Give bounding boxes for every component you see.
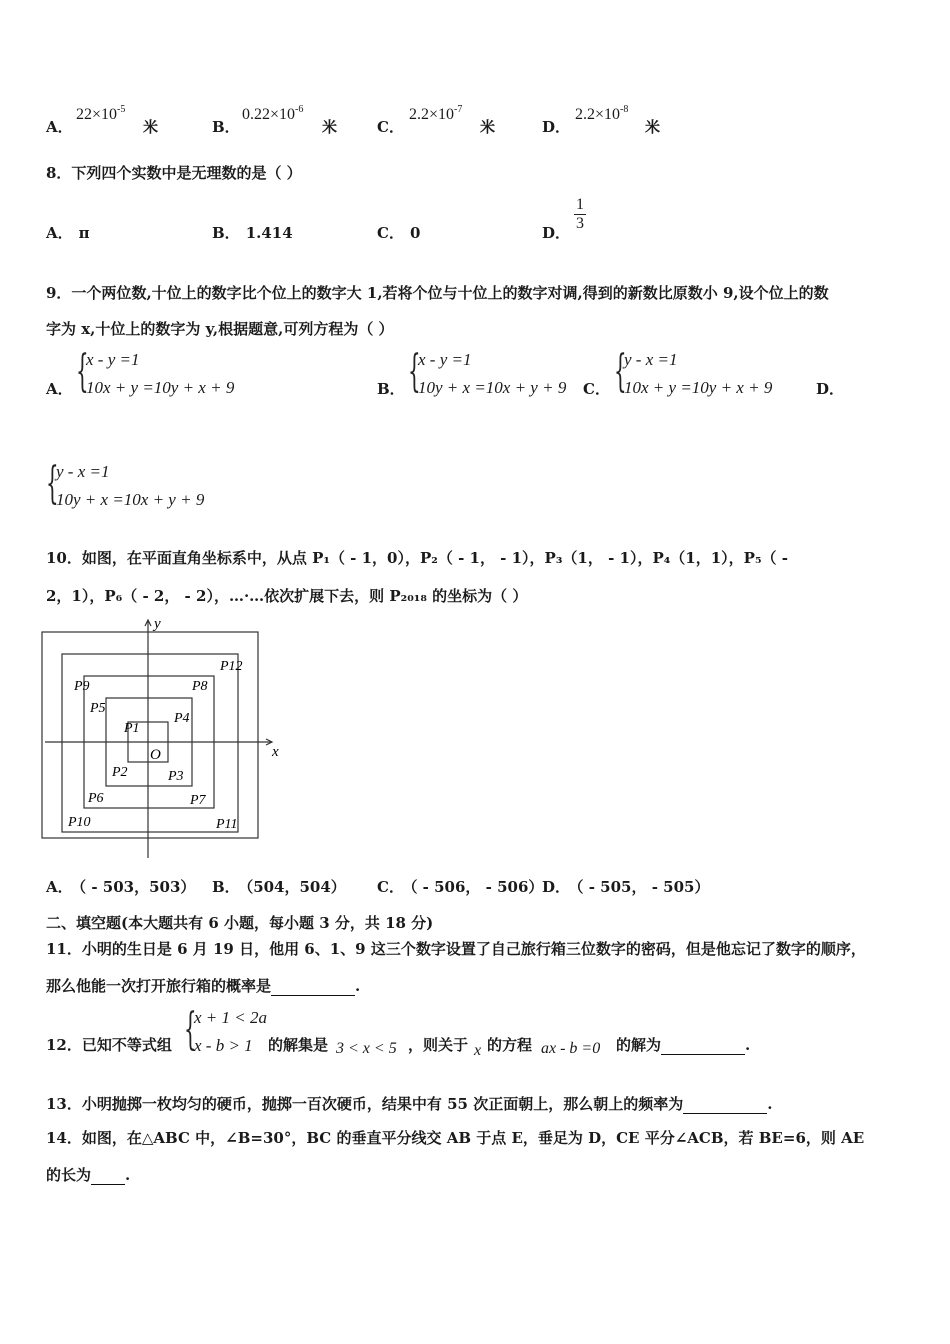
q12-equation: ax - b =0: [541, 1040, 601, 1057]
q12-prefix: 12．已知不等式组: [46, 1036, 172, 1054]
q12-var: x: [474, 1042, 482, 1059]
q10-stem-line2: 2，1），P₆（ - 2， - 2），…·…依次扩展下去，则 P₂₀₁₈ 的坐标为（ ）: [46, 587, 528, 605]
axis-y-label: y: [154, 616, 161, 632]
q9-option-d-letter: D．: [816, 380, 845, 398]
q10-option-d: D． （ - 505， - 505）: [542, 878, 710, 896]
q8-option-d-letter: D．: [542, 224, 571, 242]
q7-option-d-unit: 米: [645, 118, 661, 136]
q7-option-b-unit: 米: [322, 118, 338, 136]
q14-stem-line1: 14．如图，在△ABC 中，∠B=30°，BC 的垂直平分线交 AB 于点 E，垂足为 D，CE 平分∠ACB，若 BE=6，则 AE: [46, 1129, 865, 1147]
label-p7: P7: [190, 793, 206, 808]
q13-answer-blank: [683, 1095, 767, 1114]
label-p12: P12: [220, 659, 243, 674]
q11-stem-line2: 那么他能一次打开旅行箱的概率是 .: [46, 977, 361, 995]
q10-stem-line1: 10．如图，在平面直角坐标系中，从点 P₁（ - 1，0），P₂（ - 1， - 1），P₃（1， - 1），P₄（1，1），P₅（ -: [46, 549, 788, 567]
q8-option-c: C． 0: [377, 224, 421, 242]
axis-x-label: x: [272, 744, 279, 760]
label-p8: P8: [192, 679, 208, 694]
q7-option-a-letter: A．: [46, 118, 73, 136]
q7-option-c-value: $2.2\times 10^{-7}$: [409, 104, 463, 123]
q9-option-a-letter: A．: [46, 380, 73, 398]
q8-stem: 8．下列四个实数中是无理数的是（ ）: [46, 164, 302, 182]
q9-option-b-letter: B．: [377, 380, 405, 398]
q7-option-c-letter: C．: [377, 118, 404, 136]
q10-option-a: A． （ - 503，503）: [46, 878, 196, 896]
q9-stem-line1: 9．一个两位数,十位上的数字比个位上的数字大 1,若将个位与十位上的数字对调,得到的新数比原数小 9,设个位上的数: [46, 284, 829, 302]
q9-stem-line2: 字为 x,十位上的数字为 y,根据题意,可列方程为（ ）: [46, 320, 394, 338]
section-2-title: 二、填空题(本大题共有 6 小题，每小题 3 分，共 18 分): [46, 914, 434, 932]
q11-stem-line1: 11．小明的生日是 6 月 19 日，他用 6、1、9 这三个数字设置了自己旅行箱三位数字的密码，但是他忘记了数字的顺序，: [46, 940, 866, 958]
q14-stem-line2: 的长为 .: [46, 1166, 131, 1184]
q9-option-c-letter: C．: [583, 380, 610, 398]
q7-option-a-value: $22\times 10^{-5}$: [76, 104, 126, 123]
label-p6: P6: [88, 791, 104, 806]
q8-option-b: B． 1.414: [212, 224, 293, 242]
q12-solution-set: 3 < x < 5: [336, 1040, 397, 1057]
q11-answer-blank: [271, 977, 355, 996]
q7-option-a-unit: 米: [143, 118, 159, 136]
q12-mid3: 的方程: [487, 1036, 533, 1054]
q7-option-c-unit: 米: [480, 118, 496, 136]
label-p11: P11: [216, 817, 238, 832]
q8-option-d-fraction: $\frac{1}{3}$: [576, 196, 584, 232]
q10-option-b: B． （504，504）: [212, 878, 346, 896]
label-p9: P9: [74, 679, 90, 694]
label-p5: P5: [90, 701, 106, 716]
q7-option-d-value: $2.2\times 10^{-8}$: [575, 104, 629, 123]
q13-stem: 13．小明抛掷一枚均匀的硬币，抛掷一百次硬币，结果中有 55 次正面朝上，那么朝上的频率为 .: [46, 1095, 773, 1113]
q12-mid2: ，则关于: [408, 1036, 469, 1054]
label-p10: P10: [68, 815, 91, 830]
q7-option-b-letter: B．: [212, 118, 240, 136]
label-p2: P2: [112, 765, 128, 780]
q7-option-d-letter: D．: [542, 118, 571, 136]
label-p1: P1: [124, 721, 140, 736]
q14-answer-blank: [91, 1166, 125, 1185]
q10-option-c: C． （ - 506， - 506）: [377, 878, 544, 896]
q7-option-b-value: $0.22\times 10^{-6}$: [242, 104, 304, 123]
q12-answer-line: 的解为 .: [616, 1036, 751, 1054]
label-p3: P3: [168, 769, 184, 784]
q10-spiral-figure: [40, 612, 280, 862]
origin-label: O: [150, 747, 161, 763]
q12-answer-blank: [661, 1036, 745, 1055]
q8-option-a: A． π: [46, 224, 90, 242]
q12-mid1: 的解集是: [268, 1036, 329, 1054]
label-p4: P4: [174, 711, 190, 726]
